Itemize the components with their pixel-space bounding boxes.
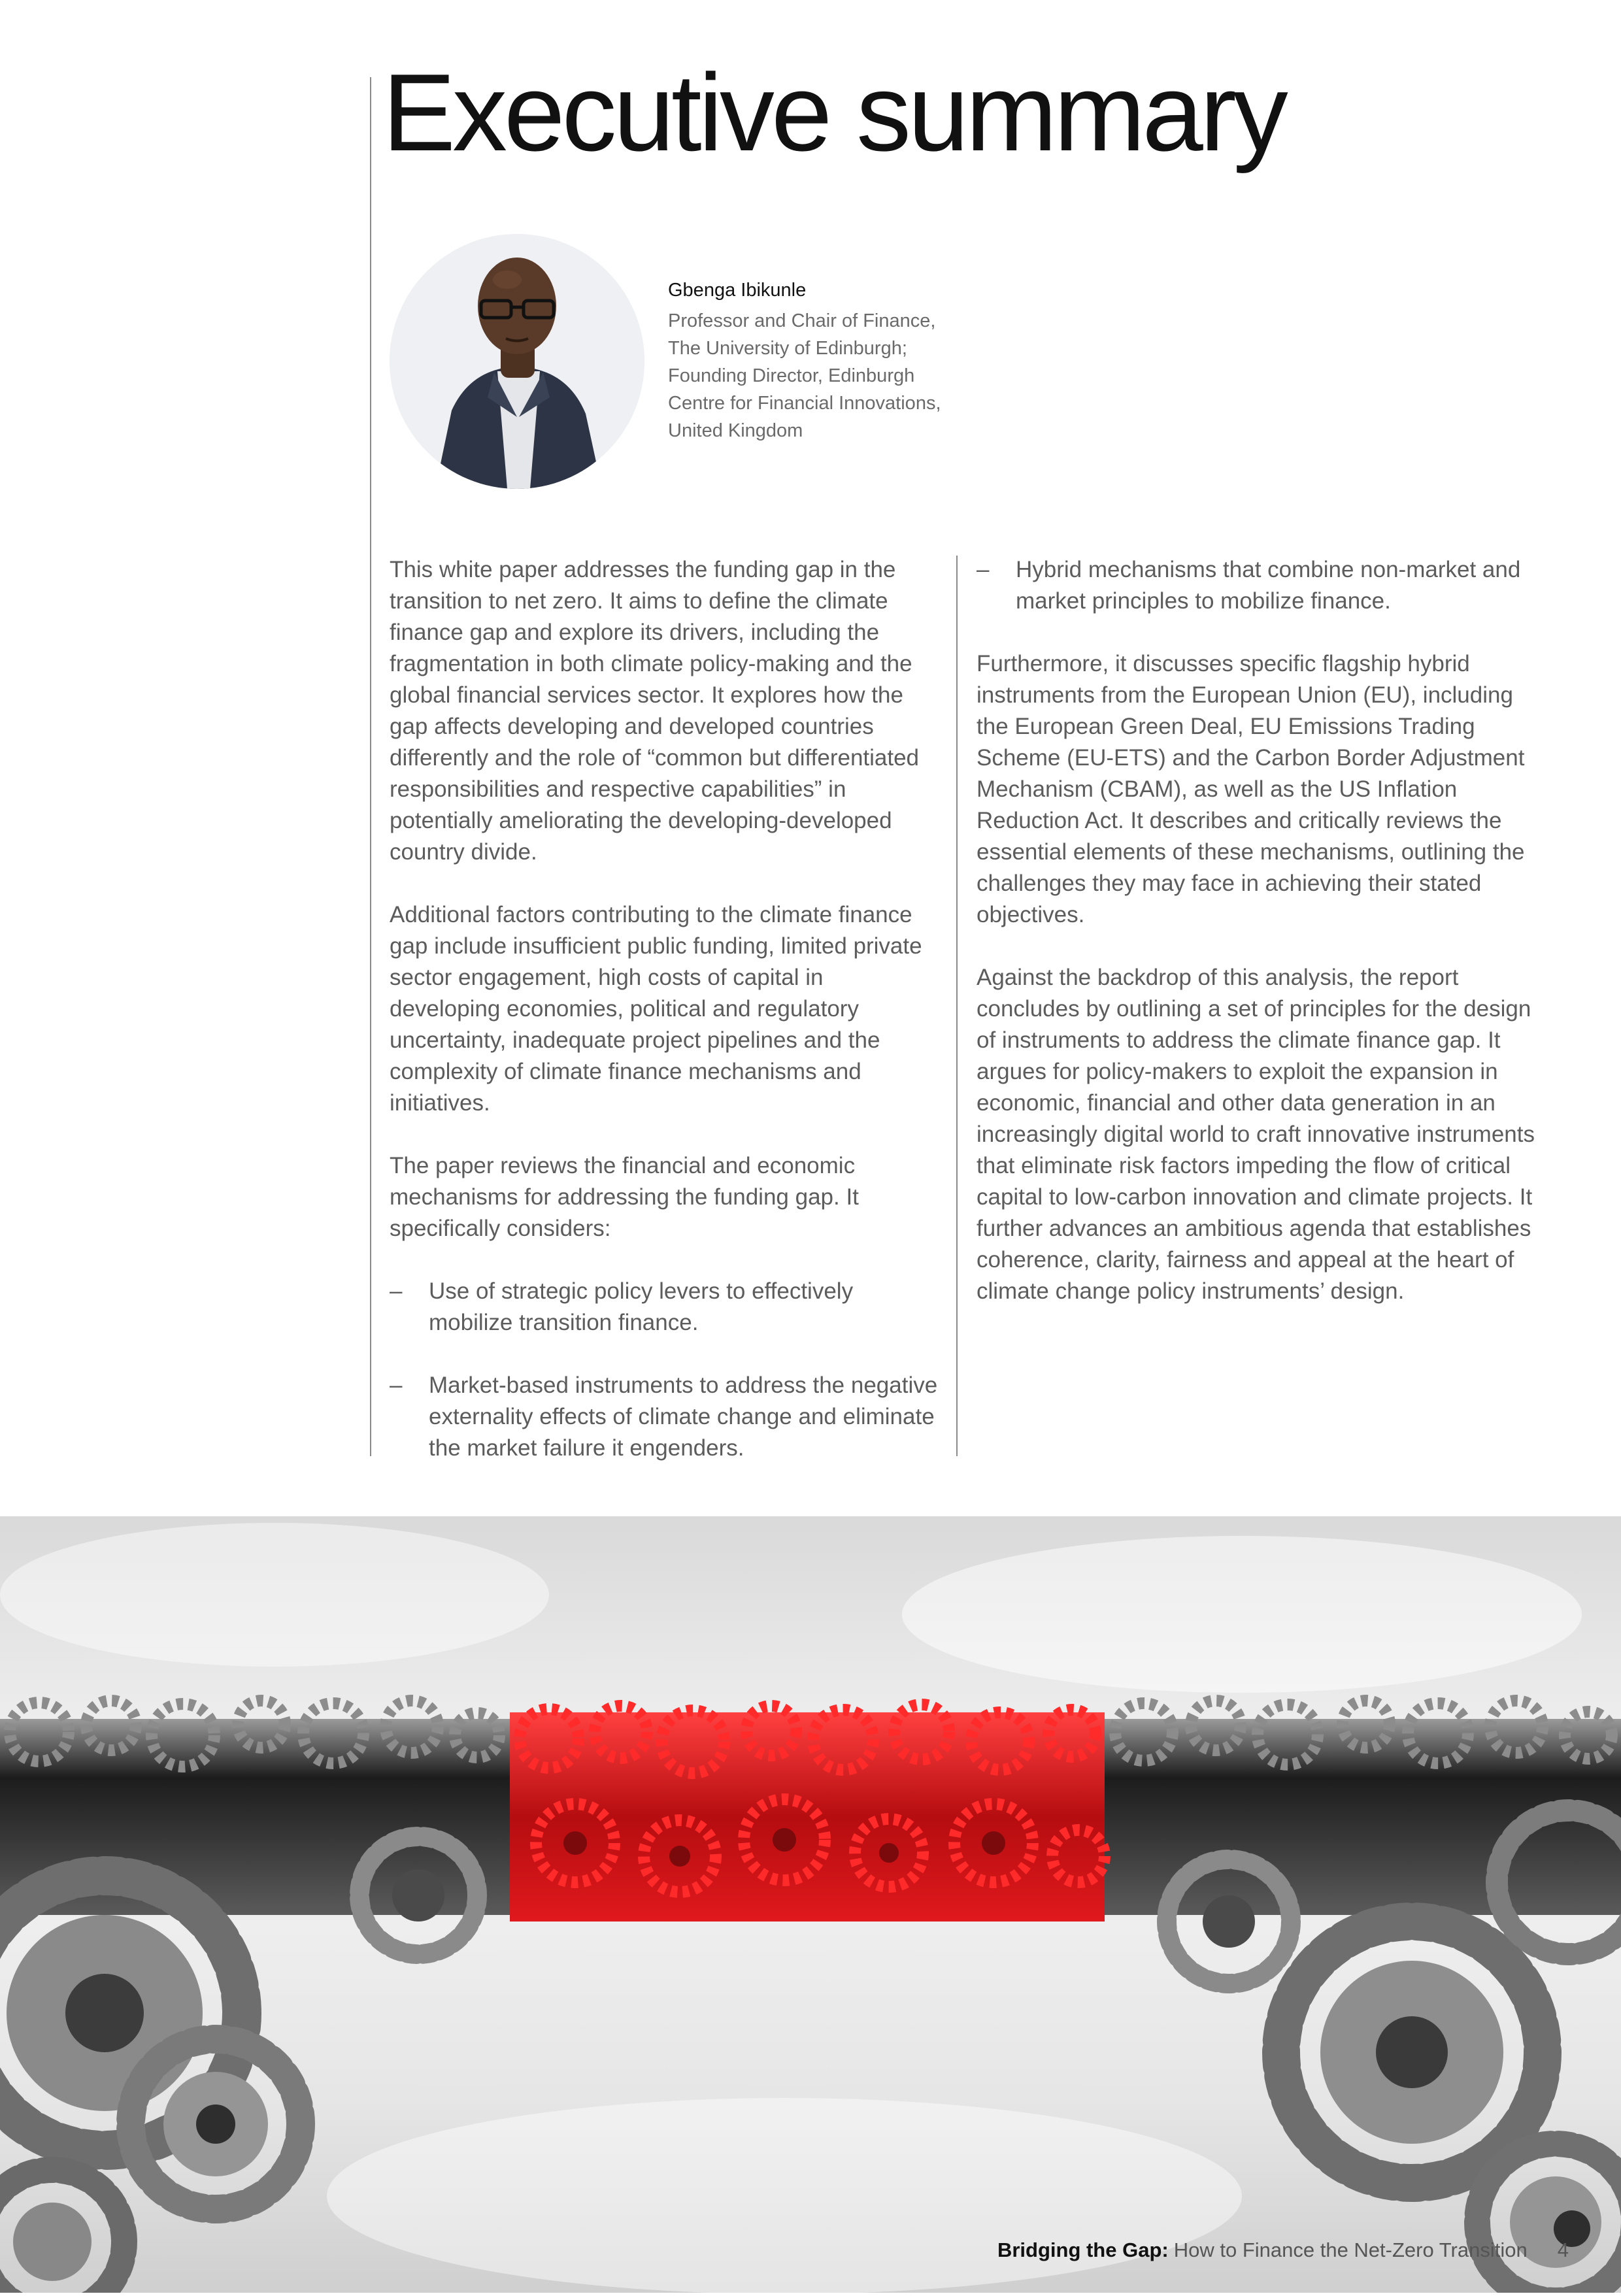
right-column [977,554,1539,1339]
author-name: Gbenga Ibikunle [668,280,807,301]
list-item-text: Hybrid mechanisms that combine non-market and market principles to mobilize finance. [1016,557,1521,614]
page-title: Executive summary [382,51,1285,174]
column-divider-rule [956,556,958,1456]
author-photo-illustration [390,234,644,489]
list-item [390,1276,939,1339]
list-item-text: Use of strategic policy levers to effectively mobilize transition finance. [429,1278,854,1335]
body-paragraph: The paper reviews the financial and economic mechanisms for addressing the funding gap. It specifically considers: [390,1153,859,1241]
gear-bridge-illustration [0,1516,1621,2293]
body-paragraph: Additional factors contributing to the climate finance gap include insufficient public funding, limited private sector engagement, high costs of capital in developing economies, political and regulatory uncertainty, inadequate project pipelines and the complexity of climate finance mechanisms and initiatives. [390,902,922,1116]
list-item [390,1370,939,1464]
bullet-dash: – [390,1278,403,1304]
list-item [977,554,1539,617]
author-role: Professor and Chair of Finance, The University of Edinburgh; Founding Director, Edinburgh Centre for Financial Innovations, United Kingdom [668,310,941,441]
body-paragraph: Furthermore, it discusses specific flagship hybrid instruments from the European Union (EU), including the European Green Deal, EU Emissions Trading Scheme (EU-ETS) and the Carbon Border Adjustment Mechanism (CBAM), as well as the US Inflation Reduction Act. It describes and critically reviews the essential elements of these mechanisms, outlining the challenges they may face in achieving their stated objectives. [977,651,1525,927]
page-number: 4 [1557,2238,1569,2261]
title-margin-rule [370,77,371,1456]
list-item-text: Market-based instruments to address the negative externality effects of climate change and eliminate the market failure it engenders. [429,1373,938,1461]
body-paragraph: Against the backdrop of this analysis, the report concludes by outlining a set of principles for the design of instruments to address the climate finance gap. It argues for policy-makers to exploit the expansion in economic, financial and other data generation in an increasingly digital world to craft innovative instruments that eliminate risk factors impeding the flow of critical capital to low-carbon innovation and climate projects. It further advances an ambitious agenda that establishes coherence, clarity, fairness and appeal at the heart of climate change policy instruments’ design. [977,965,1535,1304]
bullet-dash: – [390,1373,403,1398]
footer-report-subtitle: How to Finance the Net-Zero Transition [1173,2238,1528,2261]
gear-bridge-svg [0,1516,1621,2293]
body-paragraph: This white paper addresses the funding gap in the transition to net zero. It aims to define the climate finance gap and explore its drivers, including the fragmentation in both climate policy-making and the global financial services sector. It explores how the gap affects developing and developed countries differently and the role of “common but differentiated responsibilities and respective capabilities” in potentially ameliorating the developing-developed country divide. [390,557,920,865]
bullet-dash: – [977,557,990,582]
author-portrait [390,234,644,489]
footer-report-title: Bridging the Gap: [997,2238,1169,2261]
left-column [390,554,939,1495]
page-footer [997,2238,1569,2262]
